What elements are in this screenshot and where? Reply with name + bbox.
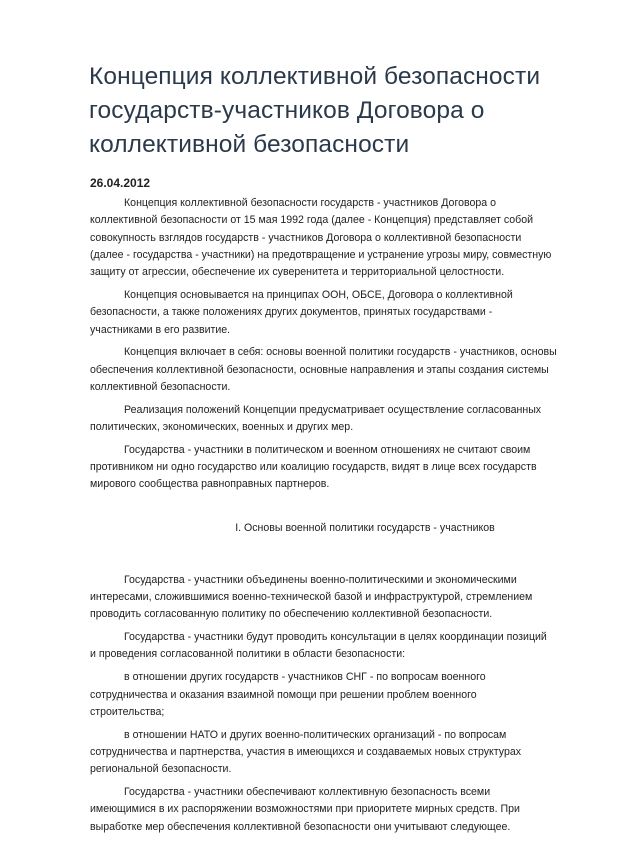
paragraph-line: сотрудничества и партнерства, участия в имеющихся и создаваемых новых структурах bbox=[90, 745, 522, 758]
paragraph bbox=[90, 287, 610, 339]
title-line: государств-участников Договора о bbox=[89, 97, 485, 124]
paragraph-line: Государства - участники объединены военно-политическими и экономическими bbox=[124, 573, 517, 586]
intro-paragraphs bbox=[90, 195, 610, 494]
document-title bbox=[89, 60, 609, 162]
paragraph bbox=[90, 572, 610, 624]
paragraph-line: имеющимися в их распоряжении возможностями при приоритете мирных средств. При bbox=[90, 803, 520, 816]
paragraph-line: выработке мер обеспечения коллективной безопасности они учитывают следующее. bbox=[90, 820, 511, 833]
paragraph-line: интересами, сложившимися военно-технической базой и инфраструктурой, стремлением bbox=[90, 591, 533, 604]
paragraph-line: совокупность взглядов государств - участников Договора о коллективной безопасности bbox=[90, 231, 522, 244]
paragraph-line: (далее - государства - участники) на предотвращение и устранение угрозы миру, совместную bbox=[90, 248, 552, 261]
paragraph bbox=[90, 195, 610, 281]
title-line: Концепция коллективной безопасности bbox=[89, 63, 541, 90]
paragraph-line: мирового сообщества равноправных партнеров. bbox=[90, 478, 330, 491]
paragraph-line: Государства - участники в политическом и военном отношениях не считают своим bbox=[124, 443, 531, 456]
paragraph bbox=[90, 402, 610, 437]
paragraph-line: сотрудничества и оказания взаимной помощи при решении проблем военного bbox=[90, 688, 477, 701]
paragraph-line: Концепция основывается на принципах ООН, ОБСЕ, Договора о коллективной bbox=[124, 288, 513, 301]
section-paragraphs bbox=[90, 572, 610, 836]
paragraph-line: защиту от агрессии, обеспечение их суверенитета и территориальной целостности. bbox=[90, 266, 505, 279]
paragraph-line: участниками в его развитие. bbox=[90, 323, 231, 336]
paragraph-line: Концепция коллективной безопасности государств - участников Договора о bbox=[124, 197, 496, 209]
paragraph-line: политических, экономических, военных и других мер. bbox=[90, 421, 354, 434]
paragraph-line: обеспечения коллективной безопасности, основные направления и этапы создания системы bbox=[90, 363, 549, 376]
paragraph-line: региональной безопасности. bbox=[90, 763, 232, 776]
paragraph-line: Концепция включает в себя: основы военной политики государств - участников, основы bbox=[124, 346, 557, 359]
paragraph-line: Государства - участники будут проводить консультации в целях координации позиций bbox=[124, 631, 547, 644]
paragraph-line: Реализация положений Концепции предусматривает осуществление согласованных bbox=[124, 403, 542, 416]
paragraph bbox=[90, 344, 610, 396]
paragraph-line: в отношении НАТО и других военно-политических организаций - по вопросам bbox=[124, 728, 507, 741]
document-date: 26.04.2012 bbox=[90, 176, 151, 190]
title-line: коллективной безопасности bbox=[89, 131, 410, 158]
paragraph-line: противником ни одно государство или коалицию государств, видят в лице всех государств bbox=[90, 461, 537, 474]
paragraph-line: коллективной безопасности от 15 мая 1992 года (далее - Концепция) представляет собой bbox=[90, 214, 534, 227]
paragraph-line: коллективной безопасности. bbox=[90, 380, 231, 393]
paragraph bbox=[90, 669, 610, 721]
paragraph bbox=[90, 442, 610, 494]
paragraph-line: в отношении других государств - участников СНГ - по вопросам военного bbox=[124, 671, 486, 684]
paragraph-line: Государства - участники обеспечивают коллективную безопасность всеми bbox=[124, 786, 491, 799]
paragraph bbox=[90, 629, 610, 664]
paragraph bbox=[90, 784, 610, 836]
paragraph-line: строительства; bbox=[90, 705, 165, 718]
document-body bbox=[90, 195, 610, 841]
paragraph-line: безопасности, а также положениях других документов, принятых государствами - bbox=[90, 306, 493, 319]
paragraph-line: и проведения согласованной политики в области безопасности: bbox=[90, 648, 406, 661]
section-heading: I. Основы военной политики государств - участников bbox=[235, 521, 495, 534]
paragraph-line: проводить согласованную политику по обеспечению коллективной безопасности. bbox=[90, 608, 493, 621]
paragraph bbox=[90, 727, 610, 779]
